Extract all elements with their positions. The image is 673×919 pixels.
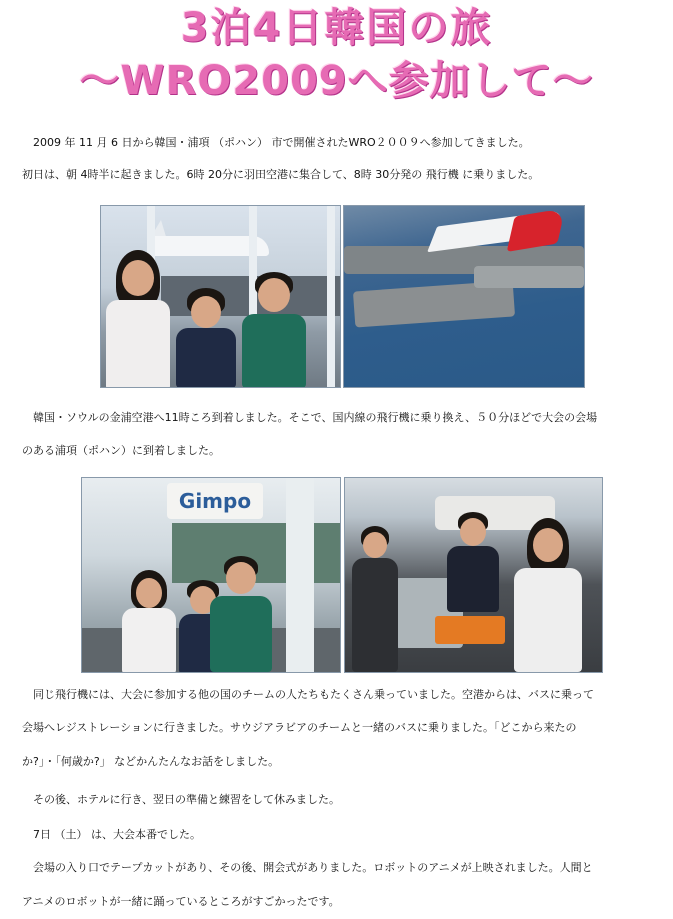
photo-gimpo-airport — [81, 477, 341, 673]
pillar-shape — [286, 478, 314, 672]
person-figure — [351, 526, 399, 672]
page-title-line1: 3泊4日韓国の旅 — [180, 5, 493, 51]
photo-airport-window-kids — [100, 205, 341, 388]
airport-sign: Gimpo — [167, 483, 263, 519]
paragraph-9: 7日 （土） は、大会本番でした。 — [22, 828, 201, 841]
paragraph-6: 会場へレジストレーションに行きました。サウジアラビアのチームと一緒のバスに乗りました。「どこから来たの — [22, 721, 577, 734]
photo-crowd-luggage — [344, 477, 603, 673]
luggage-shape — [435, 616, 505, 644]
child-figure — [173, 288, 239, 387]
paragraph-8: その後、ホテルに行き、翌日の準備と練習をして休みました。 — [22, 793, 341, 806]
child-figure — [103, 250, 173, 387]
paragraph-3: 韓国・ソウルの金浦空港へ11時ころ到着しました。そこで、国内線の飛行機に乗り換え、５０分ほどで大会の会場 — [22, 411, 598, 424]
child-figure — [511, 518, 585, 672]
paragraph-5: 同じ飛行機には、大会に参加する他の国のチームの人たちもたくさん乗っていました。空港からは、バスに乗って — [22, 688, 594, 701]
paragraph-11: アニメのロボットが一緒に踊っているところがすごかったです。 — [22, 895, 340, 908]
paragraph-1: 2009 年 11 月 6 日から韓国・浦項 （ポハン） 市で開催されたWRO２００９へ参加してきました。 — [22, 136, 530, 149]
window-frame — [327, 206, 335, 387]
child-figure — [208, 556, 274, 672]
paragraph-2: 初日は、朝 4時半に起きました。6時 20分に羽田空港に集合して、8時 30分発の 飛行機 に乗りました。 — [22, 168, 540, 181]
paragraph-4: のある浦項（ポハン）に到着しました。 — [22, 444, 220, 457]
land-shape — [474, 266, 584, 288]
photo-aerial-view — [343, 205, 585, 388]
person-figure — [445, 512, 501, 612]
paragraph-7: か?」・「何歳か?」 などかんたんなお話をしました。 — [22, 755, 280, 768]
paragraph-10: 会場の入り口でテープカットがあり、その後、開会式がありました。ロボットのアニメが上映されました。人間と — [22, 861, 593, 874]
page-title-line2: ～WRO2009へ参加して～ — [79, 58, 594, 104]
child-figure — [120, 570, 178, 672]
child-figure — [239, 272, 309, 387]
